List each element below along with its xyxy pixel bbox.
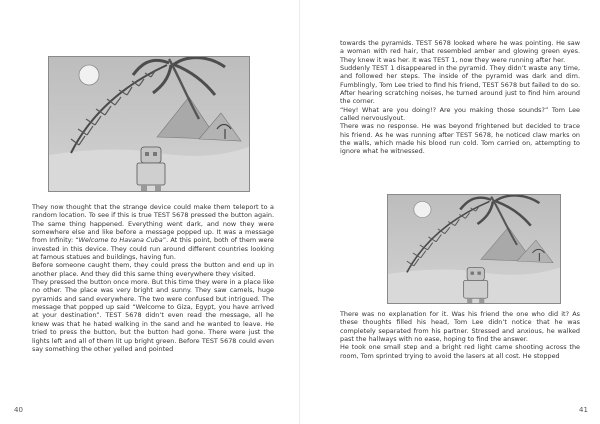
paragraph: He took one small step and a bright red light came shooting across the room, Tom sprinted trying to avoid the lasers at all cost. He stopped: [340, 343, 580, 360]
paragraph: Suddenly TEST 1 disappeared in the pyramid. They didn’t waste any time, and followed her steps. The inside of the pyramid was dark and dim. Fumblingly, Tom Lee tried to find his friend, TEST 5678 but failed to do so. After hearing scratching noises, he turned around just to find him around the corner.: [340, 64, 580, 106]
paragraph: They pressed the button once more. But this time they were in a place like no other. The place was very bright and sunny. They saw camels, huge pyramids and sand everywhere. The two were confused but intrigued. The message that popped up said “Welcome to Giza, Egypt, you have arrived at your destination”. TEST 5678 didn’t even read the message, all he knew was that he hated walking in the sand and he wanted to leave. He tried to press the button, but the button had gone. There were just the lights left and all of them lit up bright green. Before TEST 5678 could even say something the other yelled and pointed: [32, 278, 274, 353]
pencil-sketch-icon: [388, 195, 560, 303]
page-number-right: 41: [579, 406, 588, 414]
right-page-text-bottom: [340, 310, 580, 360]
right-page: [300, 0, 600, 424]
right-page-text-top: [340, 39, 580, 156]
illustration-left: [48, 56, 250, 192]
paragraph: Before someone caught them, they could press the button and end up in another place. And they did this same thing everywhere they visited.: [32, 261, 274, 278]
paragraph: They now thought that the strange device could make them teleport to a random location. To see if this is true TEST 5678 pressed the button again. The same thing happened. Everything went dark, and now they were somewhere else and like before a message popped up. It was a message from Infinity: “Welcome to Havana Cuba”. At this point, both of them were invested in this device. They could run around different countries looking at famous statues and buildings, having fun.: [32, 203, 274, 262]
paragraph: There was no response. He was beyond frightened but decided to trace his friend. As he was running after TEST 5678, he noticed claw marks on the walls, which made his blood run cold. Tom carried on, attempting to ignore what he witnessed.: [340, 122, 580, 156]
quoted-message: Welcome to Havana Cuba: [78, 236, 163, 245]
paragraph: “Hey! What are you doing!? Are you making those sounds?” Tom Lee called nervouslyout.: [340, 105, 580, 123]
paragraph: There was no explanation for it. Was his friend the one who did it? As these thoughts filled his head, Tom Lee didn’t notice that he was completely separated from his partner. Stressed and anxious, he walked past the hallways with no ease, hoping to find the answer.: [340, 310, 580, 344]
pencil-sketch-icon: [49, 57, 249, 191]
illustration-right: [387, 194, 561, 304]
page-number-left: 40: [14, 406, 23, 414]
left-page-text: [32, 203, 274, 353]
paragraph: towards the pyramids. TEST 5678 looked where he was pointing. He saw a woman with red hair, that resembled amber and glowing green eyes. They knew it was her. It was TEST 1, now they were running after her.: [340, 39, 580, 64]
